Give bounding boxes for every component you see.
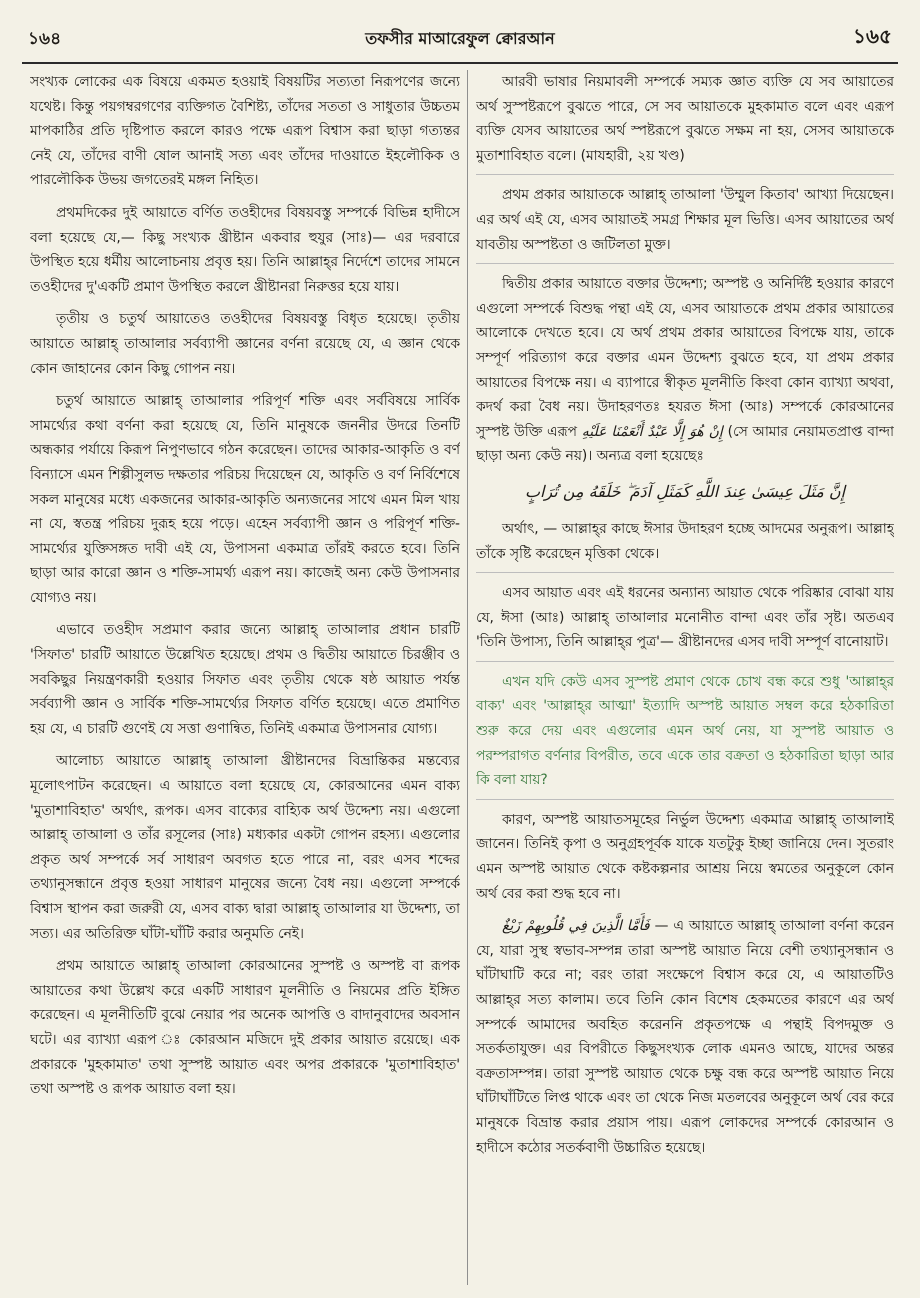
left-paragraph-2: প্রথমদিকের দুই আয়াতে বর্ণিত তওহীদের বিষয়বস্তু সম্পর্কে বিভিন্ন হাদীসে বলা হয়েছে যে,— কিছু সংখ্যক খ্রীষ্টান একবার হুযুর (সাঃ)— এর দরবারে উপস্থিত হয়ে ধর্মীয় আলোচনায় প্রবৃত্ত হয়। তিনি আল্লাহ্‌র নির্দেশে তাদের সামনে তওহীদের দু'একটি প্রমাণ উপস্থিত করলে খ্রীষ্টানরা নিরুত্তর হয়ে যায়। bbox=[30, 204, 460, 295]
right-paragraph-7: কারণ, অস্পষ্ট আয়াতসমূহের নির্ভুল উদ্দেশ্য একমাত্র আল্লাহ্‌ তাআলাই জানেন। তিনিই কৃপা ও অনুগ্রহপূর্বক যাকে যতটুকু ইচ্ছা জানিয়ে দেন। সুতরাং এমন অস্পষ্ট আয়াত থেকে কষ্টকল্পনার আশ্রয় নিয়ে স্বমতের অনুকূলে কোন অর্থ বের করা শুদ্ধ হবে না। bbox=[476, 811, 894, 902]
right-paragraph-8 bbox=[476, 914, 894, 1160]
arabic-inline-quote-1: إِنْ هُوَ إِلَّا عَبْدٌ أَنْعَمْنَا عَلَيْهِ bbox=[581, 423, 723, 440]
right-paragraph-1: আরবী ভাষার নিয়মাবলী সম্পর্কে সম্যক জ্ঞাত ব্যক্তি যে সব আয়াতের অর্থ সুস্পষ্টরূপে বুঝতে পারে, সে সব আয়াতকে মুহকামাত বলে এবং এরূপ ব্যক্তি যেসব আয়াতের অর্থ স্পষ্টরূপে বুঝতে সক্ষম না হয়, সেসব আয়াতকে মুতাশাবিহাত বলে। (মাযহারী, ২য় খণ্ড) bbox=[476, 70, 894, 175]
left-column bbox=[30, 70, 460, 1285]
page-number-right: ১৬৫ bbox=[853, 24, 892, 48]
left-paragraph-1: সংখ্যক লোকের এক বিষয়ে একমত হওয়াই বিষয়টির সত্যতা নিরূপণের জন্যে যথেষ্ট। কিন্তু পয়গম্বরগণের ব্যক্তিগত বৈশিষ্ট্য, তাঁদের সততা ও সাধুতার উচ্চতম মাপকাঠির প্রতি দৃষ্টিপাত করলে কারও পক্ষে এরূপ বিশ্বাস করা ছাড়া গত্যন্তর নেই যে, তাঁদের বাণী ষোল আনাই সত্য এবং তাঁদের দাওয়াতে ইহলৌকিক ও পারলৌকিক উভয় জগতেরই মঙ্গল নিহিত। bbox=[30, 74, 460, 189]
right-paragraph-5: এসব আয়াত এবং এই ধরনের অন্যান্য আয়াত থেকে পরিষ্কার বোঝা যায় যে, ঈসা (আঃ) আল্লাহ্‌ তাআলার মনোনীত বান্দা এবং তাঁর সৃষ্ট। অতএব 'তিনি উপাস্য, তিনি আল্লাহ্‌র পুত্র'— খ্রীষ্টানদের এসব দাবী সম্পূর্ণ বানোয়াট। bbox=[476, 581, 894, 662]
right-paragraph-3-end: (সে আমার নেয়ামতপ্রাপ্ত বান্দা ছাড়া অন্য কেউ নয়)। অন্যত্র বলা হয়েছেঃ bbox=[476, 423, 894, 465]
left-paragraph-4: চতুর্থ আয়াতে আল্লাহ্‌ তাআলার পরিপূর্ণ শক্তি এবং সর্ববিষয়ে সার্বিক সামর্থ্যের কথা বর্ণনা করা হয়েছে যে, তিনি মানুষকে জননীর উদরে তিনটি অন্ধকার পর্যায়ে কিরূপ নিপুণভাবে গঠন করেছেন। তাদের আকার-আকৃতি ও বর্ণ বিন্যাসে এমন শিল্পীসুলভ দক্ষতার পরিচয় দিয়েছেন যে, আকৃতি ও বর্ণ নির্বিশেষে সকল মানুষের মধ্যে একজনের আকার-আকৃতি অন্যজনের সাথে এমন মিল খায় না যে, স্বতন্ত্র পরিচয় দুরূহ হয়ে পড়ে। এহেন সর্বব্যাপী জ্ঞান ও পরিপূর্ণ শক্তি-সামর্থ্যের যুক্তিসঙ্গত দাবী এই যে, উপাসনা একমাত্র তাঁরই করতে হবে। তিনি ছাড়া আর কারো জ্ঞান ও শক্তি-সামর্থ্য এরূপ নয়। কাজেই অন্য কেউ উপাসনার যোগ্যও নয়। bbox=[30, 393, 460, 606]
column-divider bbox=[467, 70, 468, 1285]
running-title: তফসীর মাআরেফুল ক্বোরআন bbox=[365, 29, 555, 48]
right-paragraph-6: এখন যদি কেউ এসব সুস্পষ্ট প্রমাণ থেকে চোখ বন্ধ করে শুধু 'আল্লাহ্‌র বাক্য' এবং 'আল্লাহ্‌র আত্মা' ইত্যাদি অস্পষ্ট আয়াত সম্বল করে হঠকারিতা শুরু করে দেয় এবং এগুলোর এমন অর্থ নেয়, যা সুস্পষ্ট আয়াত ও পরম্পরাগত বর্ণনার বিপরীত, তবে একে তার বক্রতা ও হঠকারিতা ছাড়া আর কি বলা যায়? bbox=[476, 670, 894, 800]
arabic-inline-quote-2: فَأَمَّا الَّذِينَ فِي قُلُوبِهِمْ زَيْغٌ bbox=[502, 918, 650, 935]
right-paragraph-3-start: দ্বিতীয় প্রকার আয়াতে বক্তার উদ্দেশ্য; অস্পষ্ট ও অনির্দিষ্ট হওয়ার কারণে এগুলো সম্পর্কে বিশুদ্ধ পন্থা এই যে, এসব আয়াতকে প্রথম প্রকার আয়াতের আলোকে দেখতে হবে। যে অর্থ প্রথম প্রকার আয়াতের বিপক্ষে যায়, তাকে সম্পূর্ণ পরিত্যাগ করে বক্তার এমন উদ্দেশ্য বুঝতে হবে, যা প্রথম প্রকার আয়াতের বিপক্ষে নয়। এ ব্যাপারে স্বীকৃত মূলনীতি কিংবা কোন ব্যাখ্যা অথবা, কদর্থ করা বৈধ নয়। উদাহরণতঃ হযরত ঈসা (আঃ) সম্পর্কে কোরআনের সুস্পষ্ট উক্তি এরূপ bbox=[476, 276, 894, 440]
arabic-verse-block: إِنَّ مَثَلَ عِيسَىٰ عِندَ اللَّهِ كَمَثَلِ آدَمَ ۖ خَلَقَهُ مِن تُرَابٍ bbox=[524, 481, 846, 501]
left-paragraph-7: প্রথম আয়াতে আল্লাহ্‌ তাআলা কোরআনের সুস্পষ্ট ও অস্পষ্ট বা রূপক আয়াতের কথা উল্লেখ করে একটি সাধারণ মূলনীতি ও নিয়মের প্রতি ইঙ্গিত করেছেন। এ মূলনীতিটি বুঝে নেয়ার পর অনেক আপত্তি ও বাদানুবাদের অবসান ঘটে। এর ব্যাখ্যা এরূপ ঃ কোরআন মজিদে দুই প্রকার আয়াত রয়েছে। এক প্রকারকে 'মুহকামাত' তথা সুস্পষ্ট আয়াত এবং অপর প্রকারকে 'মুতাশাবিহাত' তথা অস্পষ্ট ও রূপক আয়াত বলা হয়। bbox=[30, 958, 460, 1098]
right-paragraph-8-lead: — এ আয়াতে আল্লাহ্‌ তাআলা বর্ণনা bbox=[654, 918, 859, 935]
right-paragraph-8-body: করেন যে, যারা সুস্থ স্বভাব-সম্পন্ন তারা অস্পষ্ট আয়াত নিয়ে বেশী তথ্যানুসন্ধান ও ঘাঁটাঘাটি করে না; বরং তারা সংক্ষেপে বিশ্বাস করে যে, এ আয়াতটিও আল্লাহ্‌র সত্য কালাম। তবে তিনি কোন বিশেষ হেকমতের কারণে এর অর্থ সম্পর্কে আমাদের অবহিত করেননি প্রকৃতপক্ষে এ পন্থাই বিপদমুক্ত ও সতর্কতাযুক্ত। এর বিপরীতে কিছুসংখ্যক লোক এমনও আছে, যাদের অন্তর বক্রতাসম্পন্ন। তারা সুস্পষ্ট আয়াত থেকে চক্ষু বন্ধ করে অস্পষ্ট আয়াত নিয়ে ঘাঁটাঘাঁটিতে লিপ্ত থাকে এবং তা থেকে নিজ মতলবের অনুকূলে অর্থ বের করে মানুষকে বিভ্রান্ত করার প্রয়াস পায়। এরূপ লোকদের সম্পর্কে কোরআন ও হাদীসে কঠোর সতর্কবাণী উচ্চারিত হয়েছে। bbox=[476, 918, 894, 1156]
page-number-left: ১৬৪ bbox=[28, 29, 62, 49]
right-paragraph-4: অর্থাৎ, — আল্লাহ্‌র কাছে ঈসার উদাহরণ হচ্ছে আদমের অনুরূপ। আল্লাহ্‌ তাঁকে সৃষ্টি করেছেন মৃত্তিকা থেকে। bbox=[476, 517, 894, 573]
left-paragraph-5: এভাবে তওহীদ সপ্রমাণ করার জন্যে আল্লাহ্‌ তাআলার প্রধান চারটি 'সিফাত' চারটি আয়াতে উল্লেখিত হয়েছে। প্রথম ও দ্বিতীয় আয়াতে চিরঞ্জীব ও সবকিছুর নিয়ন্ত্রণকারী হওয়ার সিফাত এবং তৃতীয় থেকে ষষ্ঠ আয়াত পর্যন্ত সর্বব্যাপী জ্ঞান ও সার্বিক শক্তি-সামর্থ্যের সিফাত বর্ণিত হয়েছে। এতে প্রমাণিত হয় যে, এ চারটি গুণেই যে সত্তা গুণান্বিত, তিনিই একমাত্র উপাসনার যোগ্য। bbox=[30, 622, 460, 737]
left-paragraph-6: আলোচ্য আয়াতে আল্লাহ্‌ তাআলা খ্রীষ্টানদের বিভ্রান্তিকর মন্তব্যের মূলোৎপাটন করেছেন। এ আয়াতে বলা হয়েছে যে, কোরআনের এমন বাক্য 'মুতাশাবিহাত' অর্থাৎ, রূপক। এসব বাক্যের বাহ্যিক অর্থ উদ্দেশ্য নয়। এগুলো আল্লাহ্‌ তাআলা ও তাঁর রসূলের (সাঃ) মধ্যকার একটা গোপন রহস্য। এগুলোর প্রকৃত অর্থ সম্পর্কে সর্ব সাধারণ অবগত হতে পারে না, বরং এসব শব্দের তথ্যানুসন্ধানে প্রবৃত্ত হওয়া সাধারণ মানুষের জন্যে বৈধ নয়। এগুলো সম্পর্কে বিশ্বাস স্থাপন করা জরুরী যে, এসব বাক্য দ্বারা আল্লাহ্‌ তাআলার যা উদ্দেশ্য, তা সত্য। এর অতিরিক্ত ঘাঁটা-ঘাঁটি করার অনুমতি নেই। bbox=[30, 753, 460, 942]
left-paragraph-3: তৃতীয় ও চতুর্থ আয়াতেও তওহীদের বিষয়বস্তু বিধৃত হয়েছে। তৃতীয় আয়াতে আল্লাহ্‌ তাআলার সর্বব্যাপী জ্ঞানের বর্ণনা রয়েছে যে, এ জ্ঞান থেকে কোন জাহানের কোন কিছু গোপন নয়। bbox=[30, 311, 460, 377]
right-paragraph-3 bbox=[476, 272, 894, 469]
right-paragraph-2: প্রথম প্রকার আয়াতকে আল্লাহ্‌ তাআলা 'উম্মুল কিতাব' আখ্যা দিয়েছেন। এর অর্থ এই যে, এসব আয়াতই সমগ্র শিক্ষার মূল ভিত্তি। এসব আয়াতের অর্থ যাবতীয় অস্পষ্টতা ও জটিলতা মুক্ত। bbox=[476, 183, 894, 264]
right-column bbox=[476, 70, 894, 1285]
page-header bbox=[22, 22, 898, 64]
